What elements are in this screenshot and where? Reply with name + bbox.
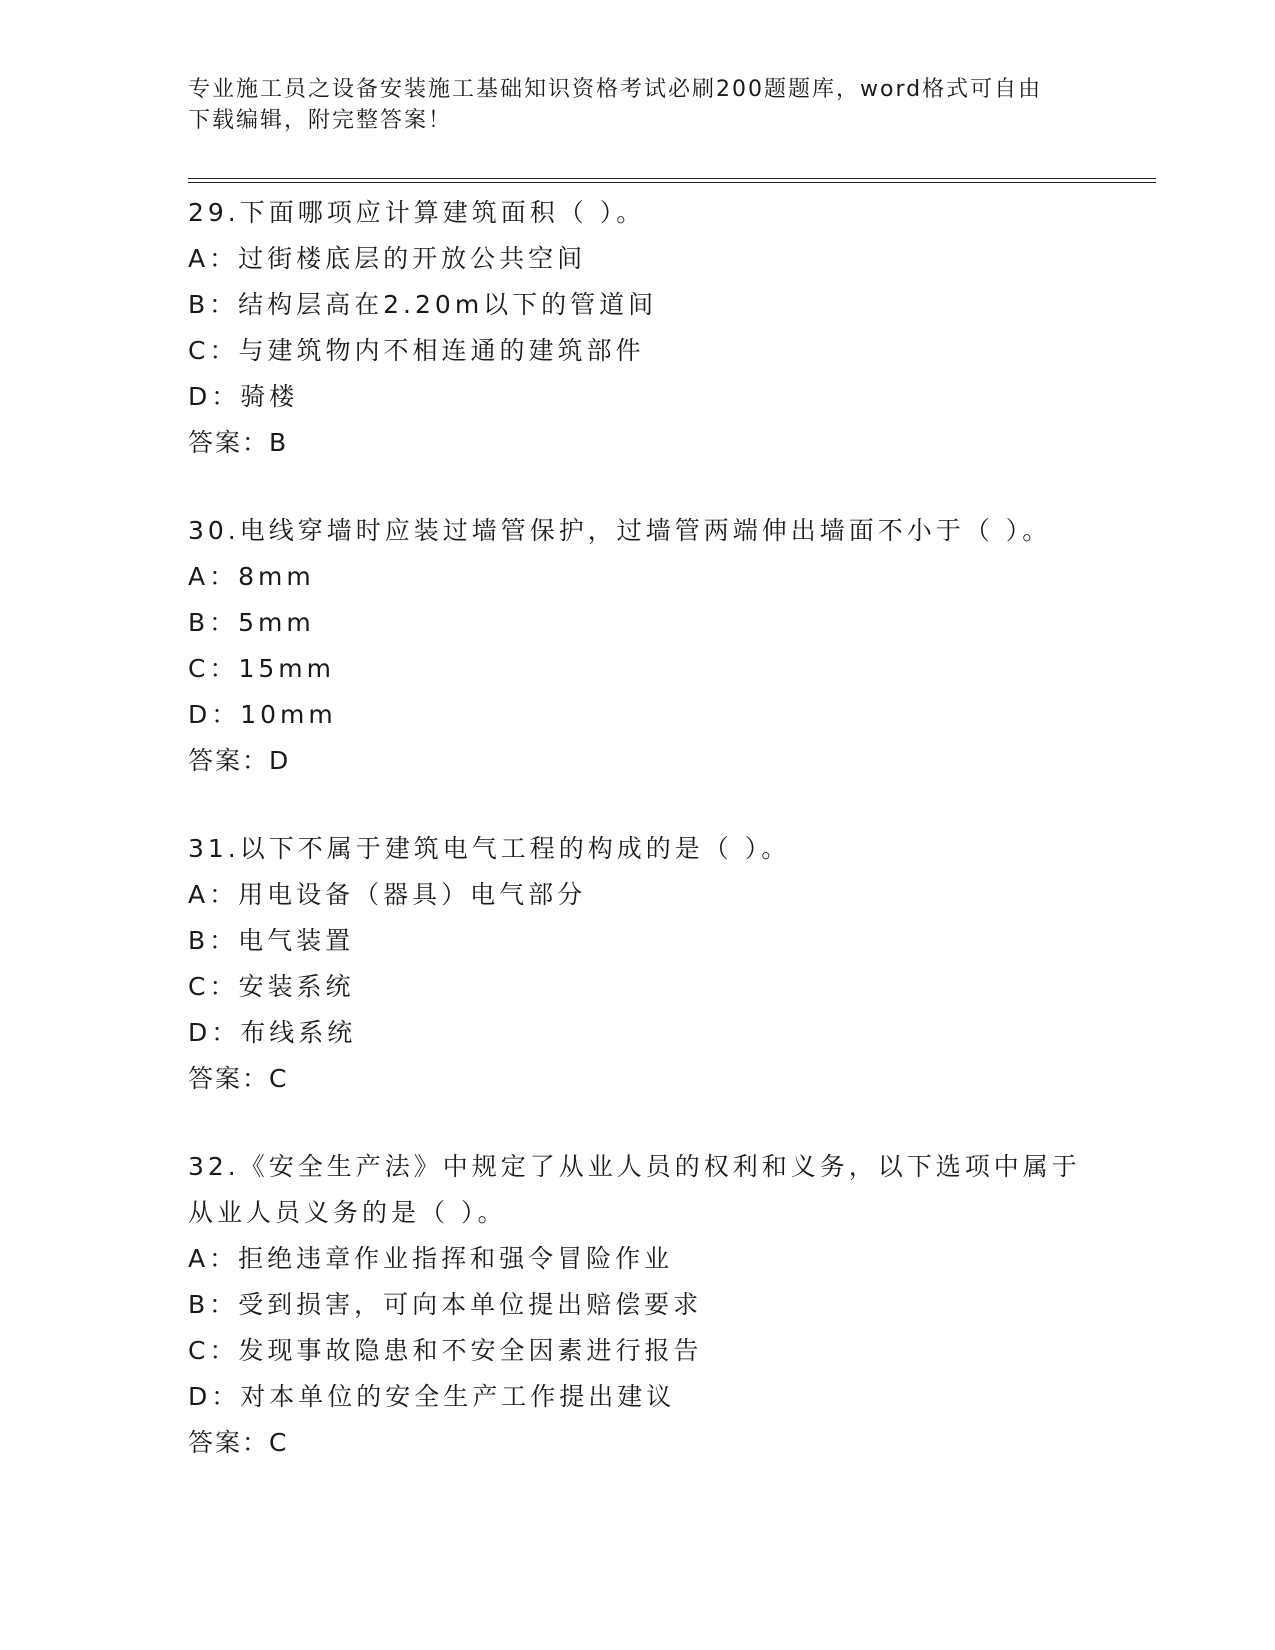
question-29 bbox=[188, 190, 1148, 466]
option-a: A：过街楼底层的开放公共空间 bbox=[188, 244, 587, 273]
header-line-1: 专业施工员之设备安装施工基础知识资格考试必刷200题题库，word格式可自由 bbox=[188, 77, 1043, 102]
answer-line: 答案：B bbox=[188, 428, 289, 457]
header-line-2: 下载编辑，附完整答案！ bbox=[188, 108, 453, 133]
question-list bbox=[188, 190, 1148, 1508]
option-d: D：对本单位的安全生产工作提出建议 bbox=[188, 1382, 676, 1411]
question-stem-line-2: 从业人员义务的是（ ）。 bbox=[188, 1198, 507, 1227]
answer-line: 答案：C bbox=[188, 1064, 289, 1093]
option-d: D：10mm bbox=[188, 700, 337, 729]
option-a: A：拒绝违章作业指挥和强令冒险作业 bbox=[188, 1244, 674, 1273]
option-c: C：安装系统 bbox=[188, 972, 355, 1001]
option-d: D：骑楼 bbox=[188, 382, 299, 411]
option-b: B：受到损害，可向本单位提出赔偿要求 bbox=[188, 1290, 703, 1319]
option-b: B：电气装置 bbox=[188, 926, 355, 955]
option-c: C：发现事故隐患和不安全因素进行报告 bbox=[188, 1336, 703, 1365]
option-d: D：布线系统 bbox=[188, 1018, 357, 1047]
question-stem: 29.下面哪项应计算建筑面积（ ）。 bbox=[188, 198, 646, 227]
question-stem: 30.电线穿墙时应装过墙管保护，过墙管两端伸出墙面不小于（ ）。 bbox=[188, 516, 1052, 545]
answer-line: 答案：D bbox=[188, 746, 291, 775]
answer-line: 答案：C bbox=[188, 1428, 289, 1457]
document-header bbox=[188, 74, 1068, 136]
option-a: A：用电设备（器具）电气部分 bbox=[188, 880, 587, 909]
question-30 bbox=[188, 508, 1148, 784]
header-double-rule bbox=[188, 178, 1156, 183]
option-c: C：与建筑物内不相连通的建筑部件 bbox=[188, 336, 645, 365]
option-c: C：15mm bbox=[188, 654, 335, 683]
option-a: A：8mm bbox=[188, 562, 315, 591]
option-b: B：结构层高在2.20m以下的管道间 bbox=[188, 290, 658, 319]
question-stem: 31.以下不属于建筑电气工程的构成的是（ ）。 bbox=[188, 834, 791, 863]
question-stem-line-1: 32.《安全生产法》中规定了从业人员的权利和义务，以下选项中属于 bbox=[188, 1152, 1081, 1181]
question-31 bbox=[188, 826, 1148, 1102]
option-b: B：5mm bbox=[188, 608, 315, 637]
question-32 bbox=[188, 1144, 1148, 1466]
